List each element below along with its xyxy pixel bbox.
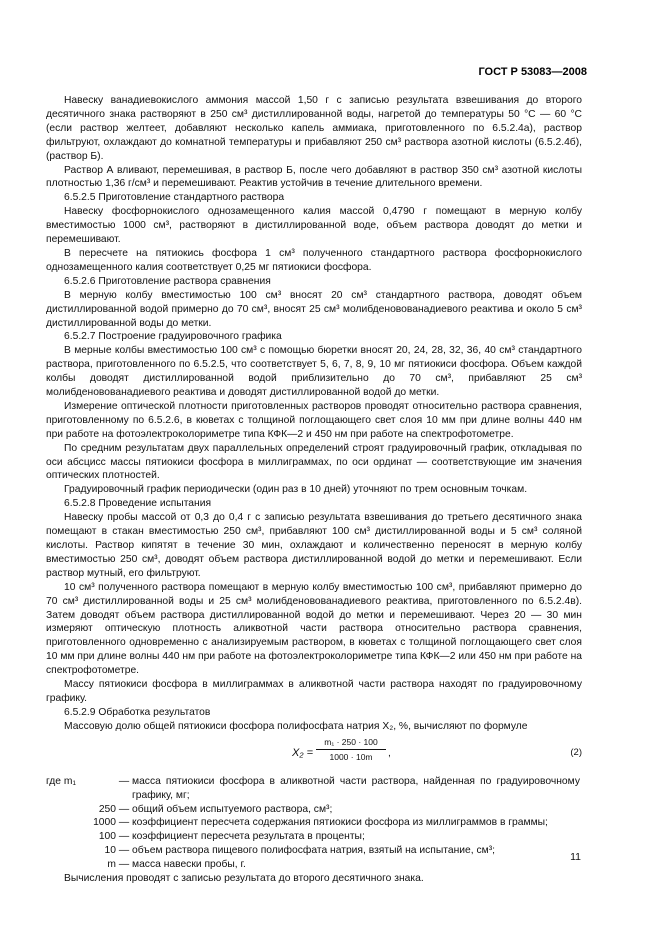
section-heading-6-5-2-7: 6.5.2.7 Построение градуировочного графика: [64, 331, 282, 343]
section-heading-6-5-2-5: 6.5.2.5 Приготовление стандартного раствора: [64, 192, 285, 204]
paragraph-formula-intro: Массовую долю общей пятиокиси фосфора полифосфата натрия X₂, %, вычисляют по формуле: [64, 720, 528, 732]
paragraph-optical-density: Измерение оптической плотности приготовленных растворов проводят относительно раствора сравнения, приготовленному по 6.5.2.6, в кюветах с толщиной поглощающего свет слоя 10 мм при длине волны 440 нм при работе на фотоэлектроколориметре типа КФК—2 и 450 нм при работе на спектрофотометре.: [46, 400, 582, 440]
formula-numerator: m₁ · 250 · 100: [316, 736, 386, 750]
definition-term: 250: [98, 803, 116, 815]
definitions-list: [46, 775, 582, 872]
paragraph-sample-prep: Навеску пробы массой от 0,3 до 0,4 г с записью результата взвешивания до третьего десятичного знака помещают в стакан вместимостью 250 см³, прибавляют 100 см³ дистиллированной воды и 5 см³ соляной кислоты. Раствор кипятят в течение 30 мин, охлаждают и количественно переносят в мерную колбу вместимостью 250 см³, доводят объем раствора дистиллированной водой до метки и перемешивают. Если раствор мутный, его фильтруют.: [46, 512, 582, 579]
definition-item: [46, 844, 582, 858]
definition-item: [46, 816, 582, 830]
definition-term: 100: [98, 831, 116, 843]
paragraph-graph-refresh: Градуировочный график периодически (один раз в 10 дней) уточняют по трем основным точкам.: [64, 484, 528, 496]
definition-desc: общий объем испытуемого раствора, см³;: [132, 803, 333, 815]
page-number: 11: [570, 851, 581, 863]
paragraph-final-precision: Вычисления проводят с записью результата до второго десятичного знака.: [64, 873, 424, 885]
paragraph-calibration-flasks: В мерные колбы вместимостью 100 см³ с помощью бюретки вносят 20, 24, 28, 32, 36, 40 см³ стандартного раствора, приготовленного по 6.5.2.5, что соответствует 5, 6, 7, 8, 9, 10 мг пятиокиси фосфора. Объем каждой колбы доводят дистиллированной водой приблизительно до 70 см³, прибавляют 25 см³ молибденовованадиевого реактива и доводят дистиллированной водой до метки.: [46, 345, 582, 399]
definition-term: 1000: [93, 817, 116, 829]
definition-item: [46, 775, 582, 803]
definition-desc: масса пятиокиси фосфора в аликвотной части раствора, найденная по градуировочному графику, мг;: [132, 775, 580, 801]
section-heading-6-5-2-8: 6.5.2.8 Проведение испытания: [64, 498, 212, 510]
formula-denominator: 1000 · 10m: [329, 751, 373, 762]
paragraph-mixing: Раствор А вливают, перемешивая, в раствор Б, после чего добавляют в раствор 350 см³ азотной кислоты плотностью 1,36 г/см³ и перемешивают. Реактив устойчив в течение длительного времени.: [46, 164, 582, 190]
formula-fraction: [316, 736, 386, 763]
formula-2: [46, 736, 582, 772]
definition-desc: масса навески пробы, г.: [132, 859, 246, 871]
definition-dash: —: [118, 859, 130, 871]
paragraph-calibration-graph: По средним результатам двух параллельных определений строят градуировочный график, откладывая по оси абсцисс массы пятиокиси фосфора в миллиграммах, по оси ординат — соответствующие им значения оптических плотностей.: [46, 442, 582, 482]
definition-item: [46, 830, 582, 844]
definition-dash: —: [118, 817, 130, 829]
paragraph-aliquot-measure: 10 см³ полученного раствора помещают в мерную колбу вместимостью 100 см³, прибавляют примерно до 70 см³ дистиллированной воды и 25 см³ молибденовованадиевого реактива, приготовленного по 6.5.2.4в). Затем доводят объем раствора дистиллированной водой до метки и перемешивают. Через 20 — 30 мин измеряют оптическую плотность аликвотной части раствора относительно раствора сравнения, приготовленного одновременно с анализируемым раствором, в кюветах с толщиной поглощающего свет слоя 10 мм при длине волны 440 нм при работе на фотоэлектроколориметре типа КФК—2 или 450 нм при работе на спектрофотометре.: [46, 581, 582, 677]
section-heading-6-5-2-9: 6.5.2.9 Обработка результатов: [64, 706, 211, 718]
definition-desc: объем раствора пищевого полифосфата натрия, взятый на испытание, см³;: [132, 845, 495, 857]
definition-dash: —: [118, 845, 130, 857]
formula-lhs: X₂ =: [292, 746, 314, 759]
definition-dash: —: [118, 831, 130, 843]
definition-item: [46, 803, 582, 817]
standard-header: ГОСТ Р 53083—2008: [478, 66, 587, 78]
formula-number: (2): [570, 746, 582, 758]
definition-term: где m₁: [46, 775, 76, 787]
document-body: [46, 94, 582, 886]
definition-term: m: [107, 859, 116, 871]
paragraph-reference-solution: В мерную колбу вместимостью 100 см³ вносят 20 см³ стандартного раствора, доводят объем дистиллированной водой примерно до 70 см³, вносят 25 см³ молибденовованадиевого реактива и около 5 см³ дистиллированной воды до метки.: [46, 289, 582, 329]
paragraph-reagent-b: Навеску ванадиевокислого аммония массой 1,50 г с записью результата взвешивания до второго десятичного знака растворяют в 250 см³ дистиллированной воды, нагретой до температуры 50 °С — 60 °С (если раствор желтеет, добавляют несколько капель аммиака, приготовленного по 6.5.2.4а), раствор фильтруют, охлаждают до комнатной температуры и прибавляют 250 см³ раствора азотной кислоты (6.5.2.4б), (раствор Б).: [46, 95, 582, 162]
section-heading-6-5-2-6: 6.5.2.6 Приготовление раствора сравнения: [64, 275, 271, 287]
paragraph-mass-by-graph: Массу пятиокиси фосфора в миллиграммах в аликвотной части раствора находят по градуировочному графику.: [46, 679, 582, 704]
definition-dash: —: [118, 775, 130, 787]
paragraph-standard-solution: Навеску фосфорнокислого однозамещенного калия массой 0,4790 г помещают в мерную колбу вместимостью 1000 см³, растворяют в дистиллированной воде, объем раствора доводят до метки и перемешивают.: [46, 206, 582, 246]
definition-item: [46, 858, 582, 872]
definition-dash: —: [118, 803, 130, 815]
formula-comma: ,: [388, 747, 391, 759]
definition-desc: коэффициент пересчета результата в проценты;: [132, 831, 365, 843]
paragraph-conversion: В пересчете на пятиокись фосфора 1 см³ полученного стандартного раствора фосфорнокислого однозамещенного калия соответствует 0,25 мг пятиокиси фосфора.: [46, 247, 582, 273]
definition-term: 10: [104, 845, 116, 857]
definition-desc: коэффициент пересчета содержания пятиокиси фосфора из миллиграммов в граммы;: [132, 817, 548, 829]
